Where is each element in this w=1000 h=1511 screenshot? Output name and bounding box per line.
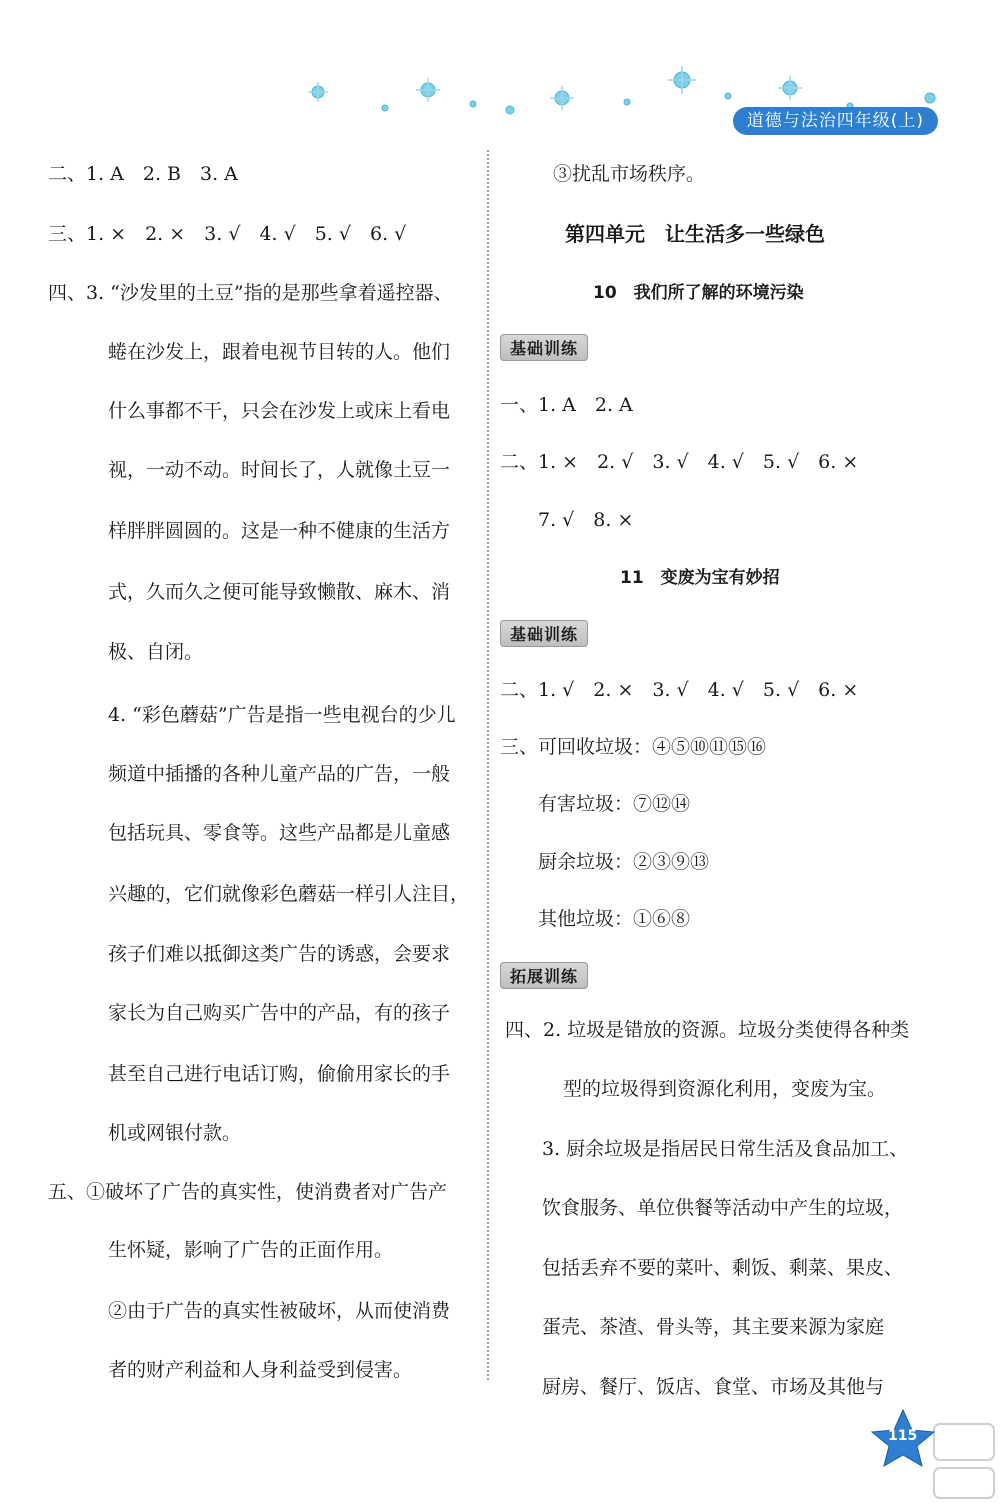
answer-line: 厨房、餐厅、饭店、食堂、市场及其他与: [542, 1376, 885, 1398]
answer-line: 四、2. 垃圾是错放的资源。垃圾分类使得各种类: [505, 1019, 910, 1041]
answer-line: 频道中插播的各种儿童产品的广告，一般: [108, 763, 451, 785]
answer-line: 甚至自己进行电话订购，偷偷用家长的手: [108, 1063, 451, 1085]
answer-line: 有害垃圾：⑦⑫⑭: [538, 793, 691, 815]
section-badge-extension: 拓展训练: [500, 962, 588, 989]
answer-line: 7. √ 8. ×: [538, 509, 634, 531]
watermark-logo-icon: [930, 1418, 1000, 1508]
answer-line: 蛋壳、茶渣、骨头等，其主要来源为家庭: [542, 1316, 885, 1338]
answer-line: 厨余垃圾：②③⑨⑬: [538, 851, 710, 873]
answer-line: 家长为自己购买广告中的产品，有的孩子: [108, 1002, 451, 1024]
answer-line: 二、1. A 2. B 3. A: [48, 163, 238, 185]
answer-line: 包括丢弃不要的菜叶、剩饭、剩菜、果皮、: [542, 1257, 904, 1279]
answer-line: ②由于广告的真实性被破坏，从而使消费: [108, 1300, 451, 1322]
answer-line: 3. 厨余垃圾是指居民日常生活及食品加工、: [542, 1138, 909, 1160]
answer-line: 型的垃圾得到资源化利用，变废为宝。: [563, 1078, 887, 1100]
answer-line: 孩子们难以抵御这类广告的诱惑，会要求: [108, 943, 451, 965]
answer-line: 包括玩具、零食等。这些产品都是儿童感: [108, 822, 451, 844]
lesson-title-10: 10 我们所了解的环境污染: [593, 283, 804, 303]
answer-line: 者的财产利益和人身利益受到侵害。: [108, 1359, 413, 1381]
answer-line: 兴趣的，它们就像彩色蘑菇一样引人注目，: [108, 883, 470, 905]
answer-line: 其他垃圾：①⑥⑧: [538, 908, 691, 930]
answer-line: 4. “彩色蘑菇”广告是指一些电视台的少儿: [108, 704, 456, 726]
answer-line: ③扰乱市场秩序。: [553, 163, 706, 185]
answer-line: 饮食服务、单位供餐等活动中产生的垃圾，: [542, 1197, 904, 1219]
answer-line: 机或网银付款。: [108, 1122, 242, 1144]
answer-line: 二、1. × 2. √ 3. √ 4. √ 5. √ 6. ×: [500, 451, 859, 473]
section-badge-basic: 基础训练: [500, 620, 588, 647]
answer-line: 蜷在沙发上，跟着电视节目转的人。他们: [108, 341, 451, 363]
answer-line: 二、1. √ 2. × 3. √ 4. √ 5. √ 6. ×: [500, 679, 859, 701]
answer-line: 什么事都不干，只会在沙发上或床上看电: [108, 400, 451, 422]
answer-line: 四、3. “沙发里的土豆”指的是那些拿着遥控器、: [48, 282, 453, 304]
answer-line: 极、自闭。: [108, 641, 204, 663]
answer-line: 式，久而久之便可能导致懒散、麻木、消: [108, 581, 451, 603]
header-subject-tag: 道德与法治四年级(上): [733, 107, 938, 135]
page-number: 115: [888, 1428, 918, 1444]
answer-line: 视，一动不动。时间长了，人就像土豆一: [108, 459, 451, 481]
unit-title: 第四单元 让生活多一些绿色: [565, 222, 825, 246]
section-badge-basic: 基础训练: [500, 334, 588, 361]
answer-line: 生怀疑，影响了广告的正面作用。: [108, 1239, 394, 1261]
answer-line: 三、可回收垃圾：④⑤⑩⑪⑮⑯: [500, 736, 767, 758]
column-divider: [487, 150, 489, 1380]
answer-line: 样胖胖圆圆的。这是一种不健康的生活方: [108, 520, 451, 542]
lesson-title-11: 11 变废为宝有妙招: [620, 568, 780, 588]
answer-line: 三、1. × 2. × 3. √ 4. √ 5. √ 6. √: [48, 223, 407, 245]
answer-line: 一、1. A 2. A: [500, 394, 633, 416]
answer-line: 五、①破坏了广告的真实性，使消费者对广告产: [48, 1181, 448, 1203]
